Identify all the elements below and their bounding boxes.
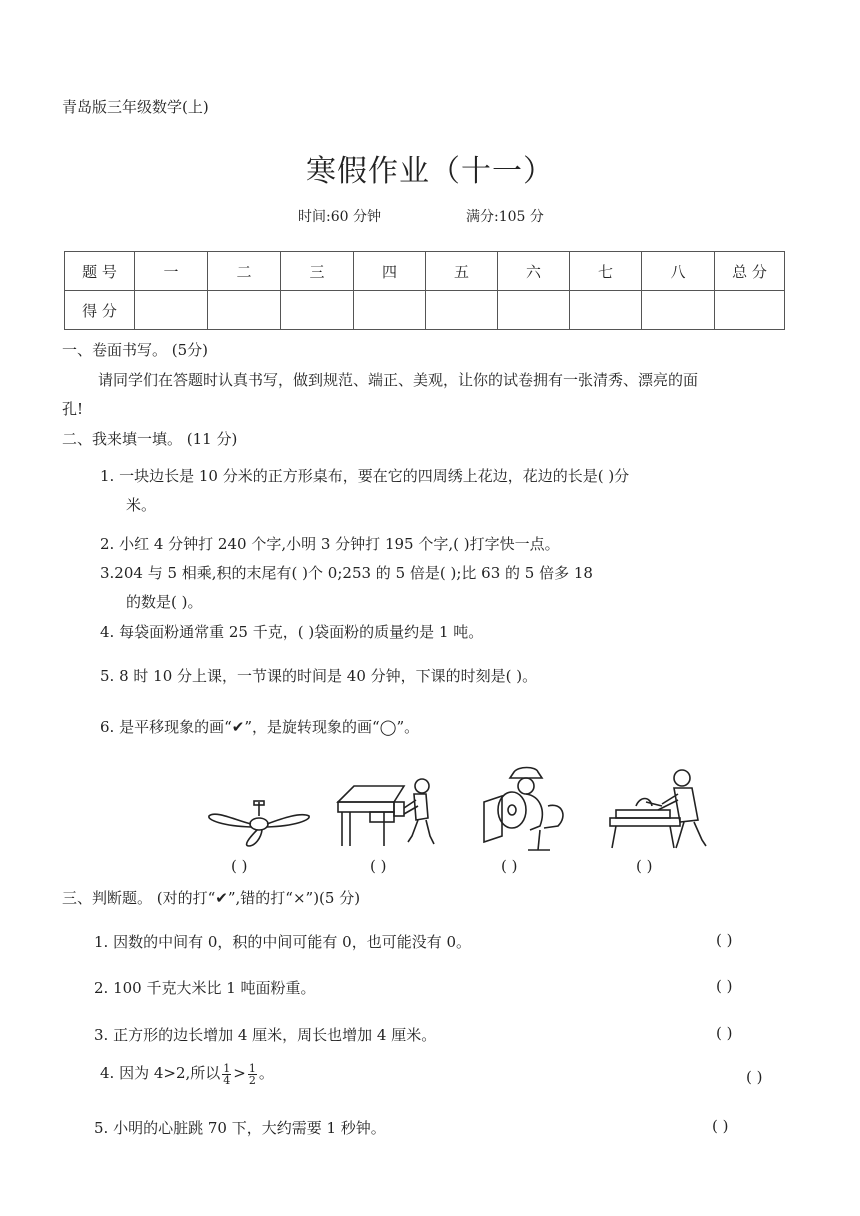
section1-body-line2: 孔!	[62, 400, 84, 418]
score-header-cell: 二	[208, 252, 281, 291]
fraction-numerator: 1	[248, 1061, 256, 1075]
score-table-header-row	[65, 252, 785, 291]
time-label: 时间:60 分钟	[298, 209, 381, 225]
section2-q1-line1: 1. 一块边长是 10 分米的正方形桌布，要在它的四周绣上花边，花边的长是( )分	[100, 467, 630, 485]
score-header-cell: 一	[135, 252, 208, 291]
ceiling-fan-picture	[205, 800, 315, 850]
section3-heading: 三、判断题。 (对的打“✔”,错的打“×”)(5 分)	[62, 889, 361, 907]
section3-q5-answer-blank[interactable]: ( )	[712, 1117, 729, 1135]
fraction-numerator: 1	[223, 1061, 231, 1075]
section3-q2-answer-blank[interactable]: ( )	[716, 977, 733, 995]
section2-q1-line2: 米。	[126, 496, 157, 514]
section3-q4	[100, 1062, 274, 1086]
fraction-denominator: 4	[223, 1073, 231, 1087]
section1-body-line1: 请同学们在答题时认真书写，做到规范、端正、美观，让你的试卷拥有一张清秀、漂亮的面	[98, 371, 699, 389]
section3-q4-text: 4. 因为 4>2,所以	[100, 1064, 221, 1082]
score-cell[interactable]	[570, 291, 642, 330]
section3-q3-answer-blank[interactable]: ( )	[716, 1024, 733, 1042]
section2-q3-line2: 的数是( )。	[126, 593, 203, 611]
page-title: 寒假作业（十一）	[306, 154, 554, 189]
section3-q1-answer-blank[interactable]: ( )	[716, 931, 733, 949]
section2-q4: 4. 每袋面粉通常重 25 千克，( )袋面粉的质量约是 1 吨。	[100, 623, 484, 641]
picture3-answer-blank[interactable]: ( )	[501, 857, 518, 875]
score-header-cell: 五	[426, 252, 498, 291]
section2-q3-line1: 3.204 与 5 相乘,积的末尾有( )个 0;253 的 5 倍是( );比 63 的 5 倍多 18	[100, 564, 593, 582]
score-table	[64, 251, 785, 330]
picture1-answer-blank[interactable]: ( )	[231, 857, 248, 875]
section2-heading: 二、我来填一填。 (11 分)	[62, 430, 238, 448]
document-header: 青岛版三年级数学(上)	[62, 98, 209, 116]
score-cell[interactable]	[135, 291, 208, 330]
section2-q5: 5. 8 时 10 分上课，一节课的时间是 40 分钟，下课的时刻是( )。	[100, 667, 538, 685]
section3-q4-end: 。	[258, 1064, 274, 1082]
section3-q3: 3. 正方形的边长增加 4 厘米，周长也增加 4 厘米。	[94, 1026, 437, 1044]
picture2-answer-blank[interactable]: ( )	[370, 857, 387, 875]
sawing-wood-picture	[606, 766, 720, 854]
section3-q1: 1. 因数的中间有 0，积的中间可能有 0，也可能没有 0。	[94, 933, 472, 951]
pushing-drawer-picture	[334, 772, 444, 852]
score-cell[interactable]	[426, 291, 498, 330]
score-table-score-row	[65, 291, 785, 330]
steering-wheel-picture	[478, 766, 574, 856]
section2-q6: 6. 是平移现象的画“✔”，是旋转现象的画“◯”。	[100, 718, 420, 736]
section3-q5: 5. 小明的心脏跳 70 下，大约需要 1 秒钟。	[94, 1119, 386, 1137]
score-row-label: 得 分	[65, 291, 135, 330]
score-header-cell: 题 号	[65, 252, 135, 291]
section1-heading: 一、卷面书写。 (5分)	[62, 341, 209, 359]
score-header-cell: 六	[498, 252, 570, 291]
score-cell[interactable]	[642, 291, 715, 330]
score-cell[interactable]	[208, 291, 281, 330]
full-score-label: 满分:105 分	[466, 209, 544, 225]
greater-than-sign: >	[233, 1064, 246, 1082]
fraction-denominator: 2	[248, 1073, 256, 1087]
score-cell[interactable]	[715, 291, 785, 330]
score-header-cell: 四	[354, 252, 426, 291]
picture4-answer-blank[interactable]: ( )	[636, 857, 653, 875]
score-header-cell: 总 分	[715, 252, 785, 291]
score-cell[interactable]	[354, 291, 426, 330]
score-cell[interactable]	[281, 291, 354, 330]
section2-q2: 2. 小红 4 分钟打 240 个字,小明 3 分钟打 195 个字,( )打字快一点。	[100, 535, 560, 553]
fraction-one-quarter	[222, 1063, 231, 1086]
score-header-cell: 八	[642, 252, 715, 291]
score-header-cell: 三	[281, 252, 354, 291]
section3-q4-answer-blank[interactable]: ( )	[746, 1068, 763, 1086]
section3-q2: 2. 100 千克大米比 1 吨面粉重。	[94, 979, 316, 997]
fraction-one-half	[248, 1063, 257, 1086]
score-cell[interactable]	[498, 291, 570, 330]
score-header-cell: 七	[570, 252, 642, 291]
